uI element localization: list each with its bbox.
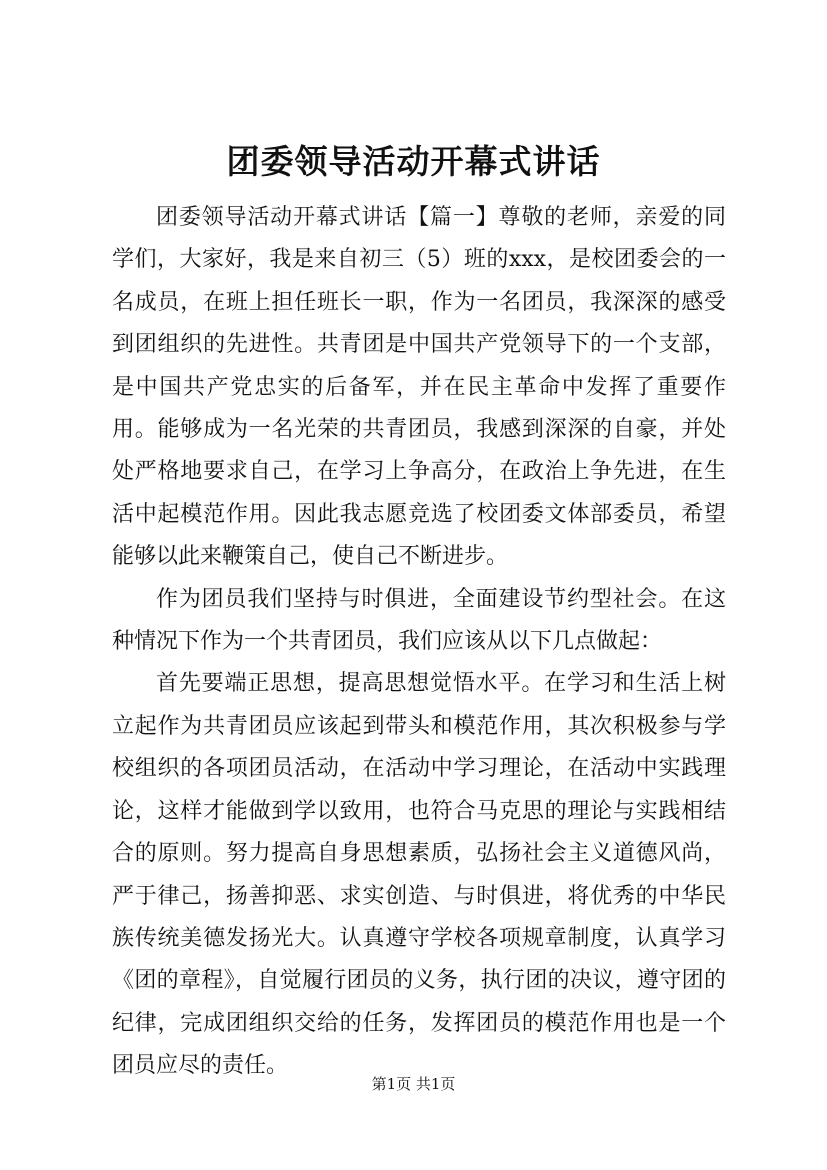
- document-title: 团委领导活动开幕式讲话: [226, 142, 601, 181]
- page-footer: 第1页 共1页: [371, 1075, 456, 1093]
- paragraph-2: 作为团员我们坚持与时俱进，全面建设节约型社会。在这种情况下作为一个共青团员，我们应该从以下几点做起：: [112, 586, 726, 655]
- paragraph-3: 首先要端正思想，提高思想觉悟水平。在学习和生活上树立起作为共青团员应该起到带头和模范作用，其次积极参与学校组织的各项团员活动，在活动中学习理论，在活动中实践理论，这样才能做到学以致用，也符合马克思的理论与实践相结合的原则。努力提高自身思想素质，弘扬社会主义道德风尚，严于律己，扬善抑恶、求实创造、与时俱进，将优秀的中华民族传统美德发扬光大。认真遵守学校各项规章制度，认真学习《团的章程》，自觉履行团员的义务，执行团的决议，遵守团的纪律，完成团组织交给的任务，发挥团员的模范作用也是一个团员应尽的责任。: [112, 671, 726, 1079]
- paragraph-1: 团委领导活动开幕式讲话【篇一】尊敬的老师，亲爱的同学们，大家好，我是来自初三（5）班的xxx，是校团委会的一名成员，在班上担任班长一职，作为一名团员，我深深的感受到团组织的先进性。共青团是中国共产党领导下的一个支部，是中国共产党忠实的后备军，并在民主革命中发挥了重要作用。能够成为一名光荣的共青团员，我感到深深的自豪，并处处严格地要求自己，在学习上争高分，在政治上争先进，在生活中起模范作用。因此我志愿竞选了校团委文体部委员，希望能够以此来鞭策自己，使自己不断进步。: [112, 205, 726, 570]
- document-body: [112, 197, 726, 1088]
